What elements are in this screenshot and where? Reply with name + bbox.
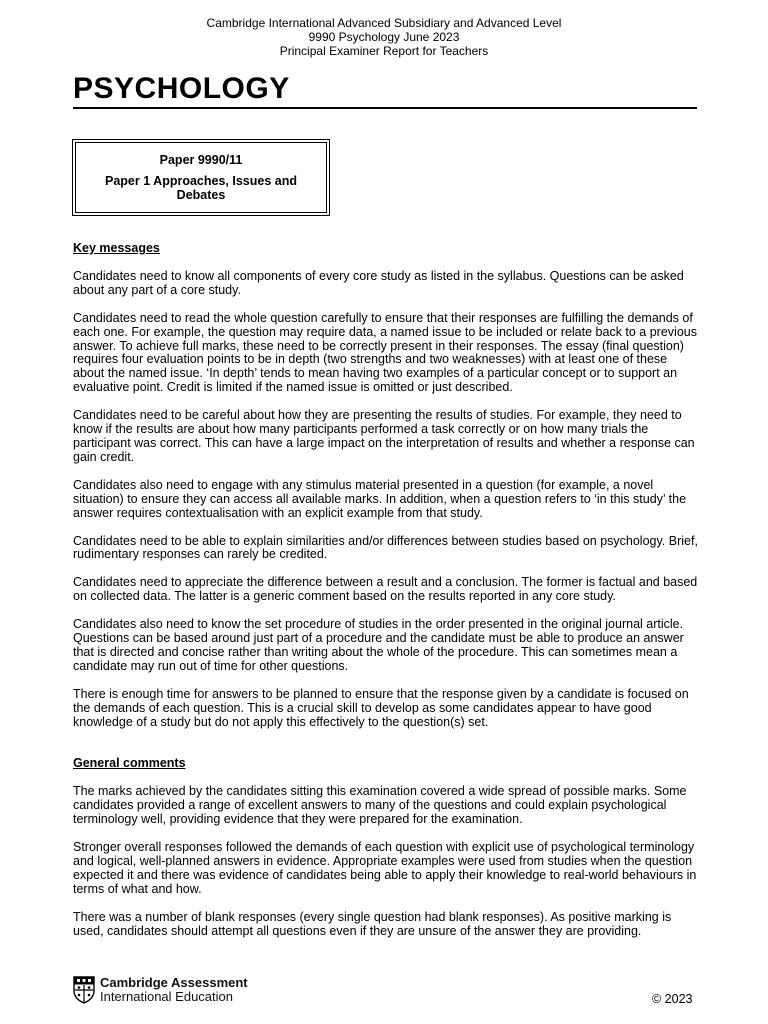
header-qualification: Cambridge International Advanced Subsidiary and Advanced Level <box>206 16 562 30</box>
cambridge-shield-icon <box>73 976 95 1004</box>
title-divider <box>73 107 697 109</box>
publisher-logo <box>73 976 248 1004</box>
key-message-paragraph: Candidates need to be careful about how they are presenting the results of studies. For example, they need to know if the results are about how many participants performed a task correctly or on how many trials the participant was correct. This can have a large impact on the interpretation of results and whether a response can gain credit. <box>73 408 695 464</box>
report-body <box>73 242 698 953</box>
key-message-paragraph: Candidates need to know all components of every core study as listed in the syllabus. Questions can be asked about any part of a core study. <box>73 268 684 297</box>
paper-info-box-inner <box>75 142 327 213</box>
key-message-paragraph: Candidates also need to engage with any stimulus material presented in a question (for example, a novel situation) to ensure they can access all available marks. In addition, when a question refers to ‘in this study’ the answer requires contextualisation with an explicit example from that study. <box>73 477 687 520</box>
paper-code: Paper 9990/11 <box>159 153 243 167</box>
key-message-paragraph: Candidates need to read the whole question carefully to ensure that their responses are fulfilling the demands of each one. For example, the question may require data, a named issue to be included or relate back to a previous answer. To achieve full marks, these need to be correctly present in their responses. The essay (final question) requires four evaluation points to be in depth (two strengths and two weaknesses) with at least one of these about the named issue. ‘In depth’ tends to mean having two examples of a particular concept or to support an evaluative point. Credit is limited if the named issue is omitted or just described. <box>73 310 697 395</box>
key-message-paragraph: Candidates need to appreciate the difference between a result and a conclusion. The former is factual and based on collected data. The latter is a generic comment based on the results reported in any core study. <box>73 575 698 604</box>
header-syllabus: 9990 Psychology June 2023 <box>308 30 460 44</box>
publisher-name-line2: International Education <box>100 989 233 1004</box>
report-header <box>0 16 768 58</box>
general-comment-paragraph: There was a number of blank responses (every single question had blank responses). As positive marking is used, candidates should attempt all questions even if they are unsure of the answer they are providing. <box>73 909 672 938</box>
key-message-paragraph: Candidates need to be able to explain similarities and/or differences between studies based on psychology. Brief, rudimentary responses can rarely be credited. <box>73 533 698 562</box>
paper-info-box <box>72 139 330 216</box>
header-report-type: Principal Examiner Report for Teachers <box>279 44 489 58</box>
publisher-name-line1: Cambridge Assessment <box>100 975 248 990</box>
copyright-notice: © 2023 <box>652 992 693 1006</box>
page-title: PSYCHOLOGY <box>73 72 290 105</box>
section-spacer <box>73 743 698 757</box>
key-messages-heading: Key messages <box>73 241 160 255</box>
paper-name: Paper 1 Approaches, Issues and Debates <box>105 174 297 202</box>
general-comment-paragraph: The marks achieved by the candidates sitting this examination covered a wide spread of possible marks. Some candidates provided a range of excellent answers to many of the questions and could explain psychological terminology well, providing evidence that they were prepared for the examination. <box>73 784 687 827</box>
publisher-name <box>100 976 248 1004</box>
key-message-paragraph: Candidates also need to know the set procedure of studies in the order presented in the original journal article. Questions can be based around just part of a procedure and the candidate must be able to produce an answer that is directed and concise rather than writing about the whole of the procedure. This can sometimes mean a candidate may run out of time for other questions. <box>73 617 684 673</box>
key-message-paragraph: There is enough time for answers to be planned to ensure that the response given by a candidate is focused on the demands of each question. This is a crucial skill to develop as some candidates appear to have good knowledge of a study but do not apply this effectively to the question(s) set. <box>73 686 689 729</box>
general-comment-paragraph: Stronger overall responses followed the demands of each question with explicit use of psychological terminology and logical, well-planned answers in evidence. Appropriate examples were used from studies when the question expected it and there was evidence of candidates being able to apply their knowledge to real-world behaviours in terms of what and how. <box>73 840 697 896</box>
general-comments-heading: General comments <box>73 756 186 771</box>
